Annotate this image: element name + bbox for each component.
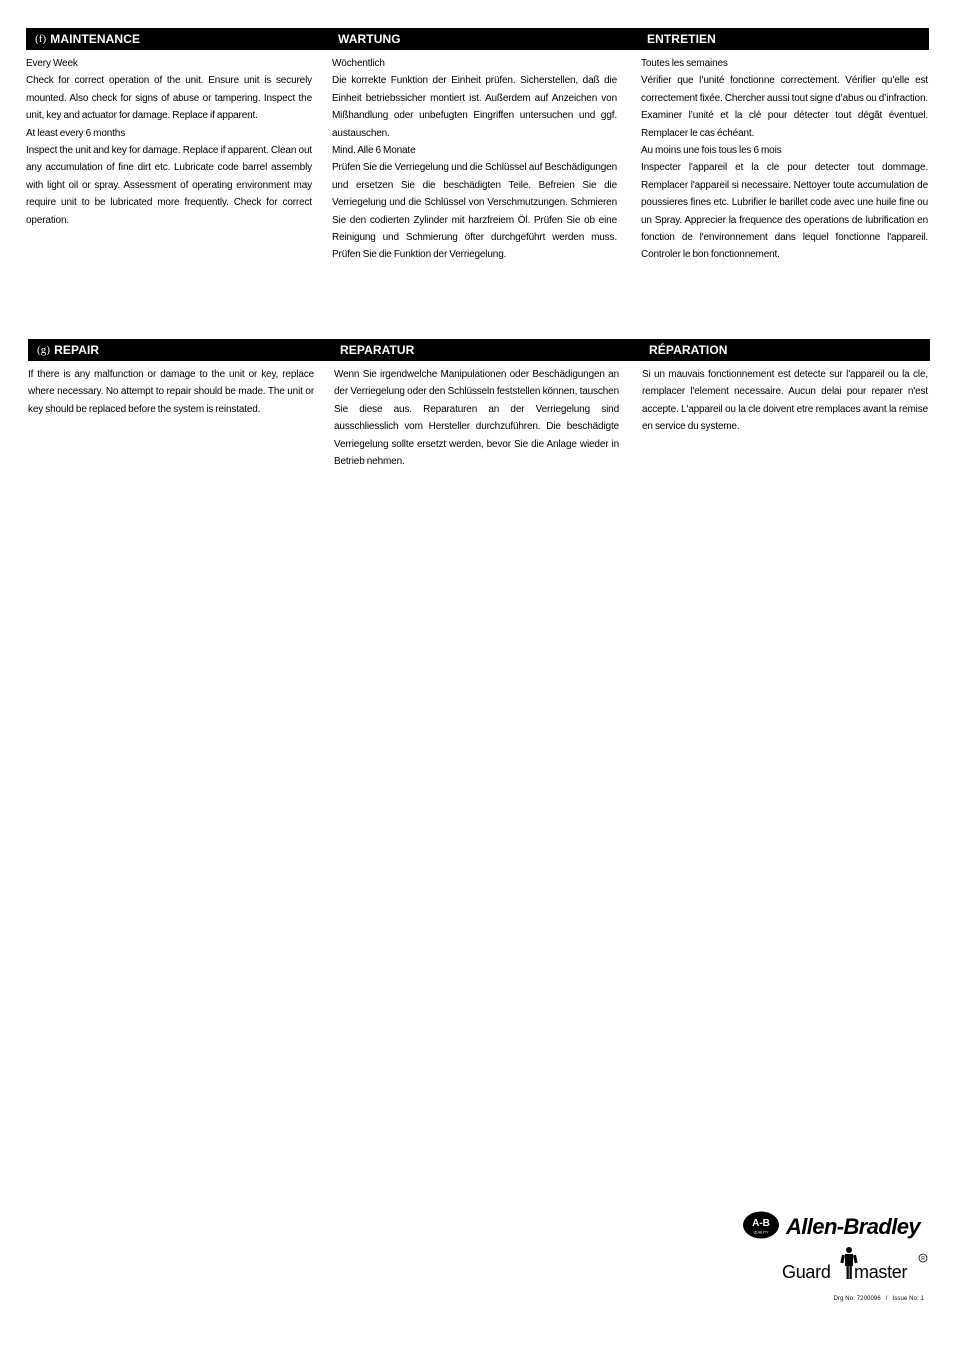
paragraph-6-months: Prüfen Sie die Verriegelung und die Schlüssel auf Beschädigungen und ersetzen Sie die beschädigten Teile. Befreien Sie die Verriegelung und die Schlüssel von Verschmutzungen. Schmieren Sie den codierten Zylinder mit harzfreiem Öl. Prüfen Sie ob eine Reinigung und Schmierung öfter durchgeführt werden muss. Prüfen Sie die Funktion der Verriegelung. [332, 162, 617, 261]
maintenance-column-de [332, 55, 617, 264]
paragraph-weekly: Check for correct operation of the unit. Ensure unit is securely mounted. Also check for signs of abuse or tampering. Inspect the unit, key and actuator for damage. Replace if apparent. [26, 75, 312, 122]
maintenance-header-bar [26, 28, 929, 50]
brand-logo [742, 1210, 932, 1310]
subheading-6-months: At least every 6 months [26, 127, 126, 139]
repair-column-en [28, 366, 314, 470]
svg-text:R: R [921, 1256, 925, 1262]
header-label: RÉPARATION [649, 343, 728, 357]
repair-header-fr [643, 339, 930, 361]
maintenance-header-fr [641, 28, 929, 50]
maintenance-header-en [26, 28, 332, 50]
subheading-weekly: Wöchentlich [332, 58, 385, 69]
section-tag: (f) [35, 33, 47, 45]
header-label: REPARATUR [340, 343, 415, 357]
subheading-weekly: Toutes les semaines [641, 58, 728, 69]
svg-text:A-B: A-B [752, 1218, 770, 1229]
repair-columns [28, 366, 930, 470]
maintenance-header-de [332, 28, 641, 50]
repair-paragraph-fr: Si un mauvais fonctionnement est detecte sur l'appareil ou la cle, remplacer l'element necessaire. Aucun delai pour reparer n'est accepte. L'appareil ou la cle doivent etre remplaces avant la remise en service du systeme. [642, 369, 928, 433]
subheading-weekly: Every Week [26, 58, 78, 69]
svg-text:Guard: Guard [782, 1262, 831, 1282]
header-label: REPAIR [54, 343, 100, 357]
repair-header-bar [28, 339, 930, 361]
section-tag: (g) [37, 344, 51, 356]
maintenance-column-en [26, 55, 312, 264]
separator: / [885, 1296, 888, 1302]
repair-paragraph-en: If there is any malfunction or damage to the unit or key, replace where necessary. No attempt to repair should be made. The unit or key should be replaced before the system is reinstated. [28, 369, 314, 415]
guardmaster-logo-icon [782, 1244, 932, 1284]
header-label: WARTUNG [338, 32, 401, 46]
repair-paragraph-de: Wenn Sie irgendwelche Manipulationen oder Beschädigungen an der Verriegelung oder den Schlüsseln feststellen können, tauschen Sie diese aus. Reparaturen an der Verriegelung sind ausschliesslich vom Hersteller durchzuführen. Die beschädigte Verriegelung sollte ersetzt werden, bevor Sie die Anlage wieder in Betrieb nehmen. [334, 369, 619, 468]
header-label: MAINTENANCE [50, 32, 141, 46]
svg-text:master: master [854, 1262, 908, 1282]
repair-column-de [334, 366, 619, 470]
paragraph-weekly: Die korrekte Funktion der Einheit prüfen. Sicherstellen, daß die Einheit betriebssicher montiert ist. Außerdem auf Anzeichen von Mißhandlung oder unbefugten Eingriffen untersuchen und ggf. austauschen. [332, 75, 617, 139]
repair-header-de [334, 339, 643, 361]
allen-bradley-seal-icon [742, 1210, 780, 1240]
issue-number: Issue No: 1 [892, 1296, 924, 1302]
subheading-6-months: Mind. Alle 6 Monate [332, 145, 416, 157]
drawing-number: Drg No: 7200096 [833, 1296, 881, 1302]
paragraph-weekly: Vérifier que l’unité fonctionne correctement. Vérifier qu’elle est correctement fixée. Chercher aussi tout signe d’abus ou d’infraction. Examiner l’unité et la clé pour détecter tout dégât éventuel. Remplacer le cas échéant. [641, 75, 928, 139]
repair-header-en [28, 339, 334, 361]
maintenance-column-fr [641, 55, 928, 264]
paragraph-6-months: Inspecter l'appareil et la cle pour detecter tout dommage. Remplacer l'appareil si necessaire. Nettoyer toute accumulation de poussieres fines etc. Lubrifier le barillet code avec une huile fine ou un Spray. Apprecier la frequence des operations de lubrification en fonction de l'environnement dans lequel fonctionne l'appareil. Controler le bon fonctionnement. [641, 162, 928, 261]
repair-column-fr [642, 366, 928, 470]
maintenance-columns [26, 55, 929, 264]
subheading-6-months: Au moins une fois tous les 6 mois [641, 145, 782, 157]
maintenance-section [26, 28, 929, 264]
brand-name: Allen-Bradley [786, 1214, 921, 1239]
drawing-number-footer [0, 1296, 924, 1302]
repair-section [28, 339, 930, 470]
header-label: ENTRETIEN [647, 32, 716, 46]
svg-text:QUALITY: QUALITY [753, 1230, 769, 1235]
paragraph-6-months: Inspect the unit and key for damage. Replace if apparent. Clean out any accumulation of fine dirt etc. Lubricate code barrel assembly with light oil or spray. Assessment of operating environment may require unit to be lubricated more frequently. Check for correct operation. [26, 145, 312, 226]
